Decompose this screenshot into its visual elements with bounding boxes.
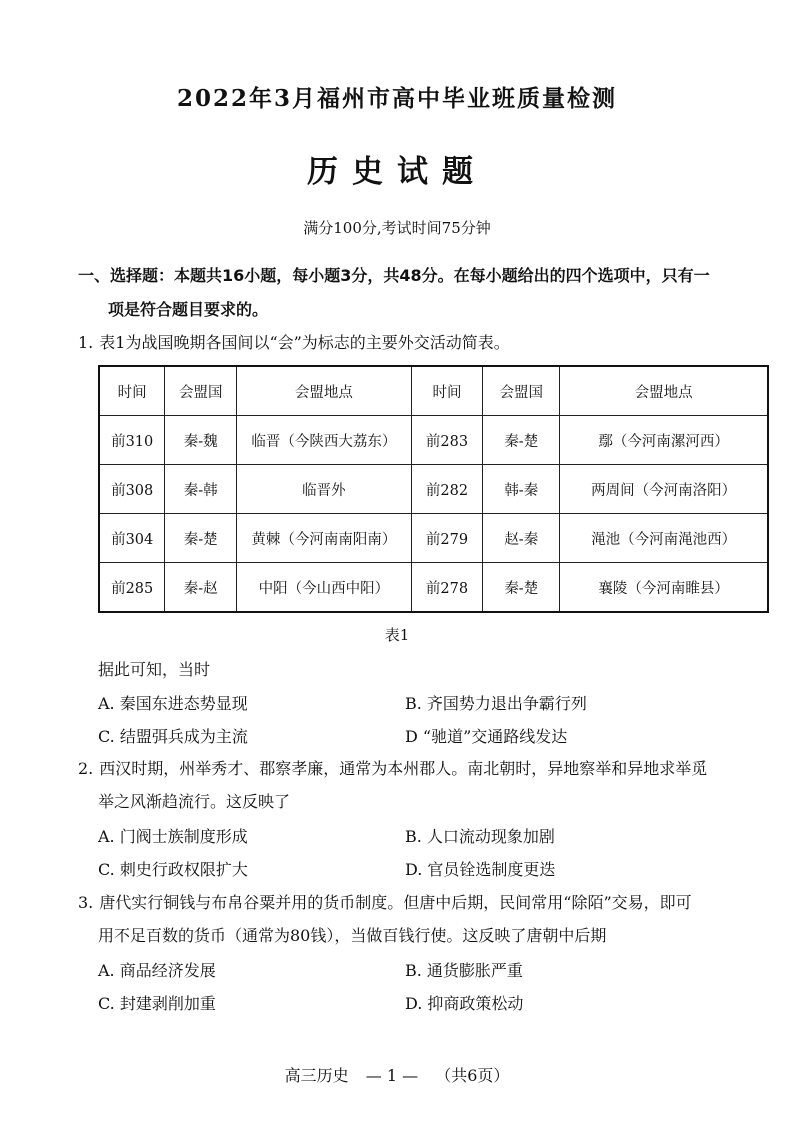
section-heading-line2: 项是符合题目要求的。 (108, 300, 269, 319)
table-cell: 前304 (99, 514, 165, 563)
table-cell: 中阳（今山西中阳） (237, 563, 411, 613)
table-row (99, 465, 768, 514)
table-cell: 两周间（今河南洛阳） (560, 465, 768, 514)
table-cell: 秦-楚 (165, 514, 237, 563)
option-a[interactable]: A. 秦国东进态势显现 (98, 694, 248, 713)
question-text: 唐代实行铜钱与布帛谷粟并用的货币制度。但唐中后期，民间常用“除陌”交易，即可 (99, 893, 692, 912)
option-d[interactable]: D “驰道”交通路线发达 (405, 727, 568, 746)
section-heading-line1: 一、选择题：本题共16小题，每小题3分，共48分。在每小题给出的四个选项中，只有一 (78, 266, 710, 285)
question-text-cont: 用不足百数的货币（通常为80钱），当做百钱行使。这反映了唐朝中后期 (98, 926, 607, 945)
table-header-cell: 会盟国 (483, 366, 560, 416)
table-cell: 临晋（今陕西大荔东） (237, 416, 411, 465)
table-cell: 鄢（今河南漯河西） (560, 416, 768, 465)
table-cell: 前278 (411, 563, 483, 613)
exam-title: 2022年3月福州市高中毕业班质量检测 (176, 85, 618, 112)
page-footer (0, 1063, 794, 1086)
table-cell: 临晋外 (237, 465, 411, 514)
question-2-stem (78, 752, 758, 818)
table-row (99, 563, 768, 613)
option-b[interactable]: B. 人口流动现象加剧 (405, 827, 555, 846)
question-3-stem (78, 886, 758, 952)
table-header-cell: 时间 (411, 366, 483, 416)
table-cell: 赵-秦 (483, 514, 560, 563)
table-row (99, 514, 768, 563)
table-cell: 襄陵（今河南睢县） (560, 563, 768, 613)
question-1-prompt: 据此可知，当时 (98, 660, 211, 679)
question-text-cont: 举之风渐趋流行。这反映了 (98, 792, 291, 811)
footer-total-pages: （共6页） (435, 1066, 510, 1085)
table-cell: 前285 (99, 563, 165, 613)
question-1-stem (78, 326, 758, 359)
score-line: 满分100分,考试时间75分钟 (303, 219, 491, 237)
question-number: 1. (78, 333, 94, 352)
table-cell: 秦-赵 (165, 563, 237, 613)
section-heading (78, 259, 758, 327)
table-cell: 前279 (411, 514, 483, 563)
table-header-row (99, 366, 768, 416)
footer-page-number: — 1 — (365, 1066, 419, 1085)
table-cell: 前283 (411, 416, 483, 465)
table-header-cell: 会盟地点 (560, 366, 768, 416)
option-a[interactable]: A. 门阀士族制度形成 (98, 827, 248, 846)
table-row (99, 416, 768, 465)
table-header-cell: 时间 (99, 366, 165, 416)
table-cell: 黄棘（今河南南阳南） (237, 514, 411, 563)
option-c[interactable]: C. 结盟弭兵成为主流 (98, 727, 248, 746)
table-header-cell: 会盟地点 (237, 366, 411, 416)
question-text: 表1为战国晚期各国间以“会”为标志的主要外交活动简表。 (99, 333, 510, 352)
option-d[interactable]: D. 抑商政策松动 (405, 994, 524, 1013)
question-text: 西汉时期，州举秀才、郡察孝廉，通常为本州郡人。南北朝时，异地察举和异地求举觅 (99, 759, 708, 778)
alliance-table (98, 365, 769, 613)
option-c[interactable]: C. 封建剥削加重 (98, 994, 216, 1013)
option-a[interactable]: A. 商品经济发展 (98, 961, 216, 980)
option-b[interactable]: B. 通货膨胀严重 (405, 961, 523, 980)
table-cell: 前308 (99, 465, 165, 514)
table-cell: 前310 (99, 416, 165, 465)
option-c[interactable]: C. 刺史行政权限扩大 (98, 860, 248, 879)
option-b[interactable]: B. 齐国势力退出争霸行列 (405, 694, 587, 713)
subject-title: 历史试题 (307, 154, 487, 190)
question-number: 3. (78, 893, 94, 912)
table-cell: 韩-秦 (483, 465, 560, 514)
table-cell: 渑池（今河南渑池西） (560, 514, 768, 563)
table-cell: 秦-楚 (483, 416, 560, 465)
table-cell: 前282 (411, 465, 483, 514)
question-number: 2. (78, 759, 94, 778)
table-cell: 秦-楚 (483, 563, 560, 613)
table-header-cell: 会盟国 (165, 366, 237, 416)
table-cell: 秦-韩 (165, 465, 237, 514)
table-cell: 秦-魏 (165, 416, 237, 465)
option-d[interactable]: D. 官员铨选制度更迭 (405, 860, 556, 879)
footer-subject: 高三历史 (284, 1066, 349, 1085)
table-caption: 表1 (384, 626, 410, 644)
